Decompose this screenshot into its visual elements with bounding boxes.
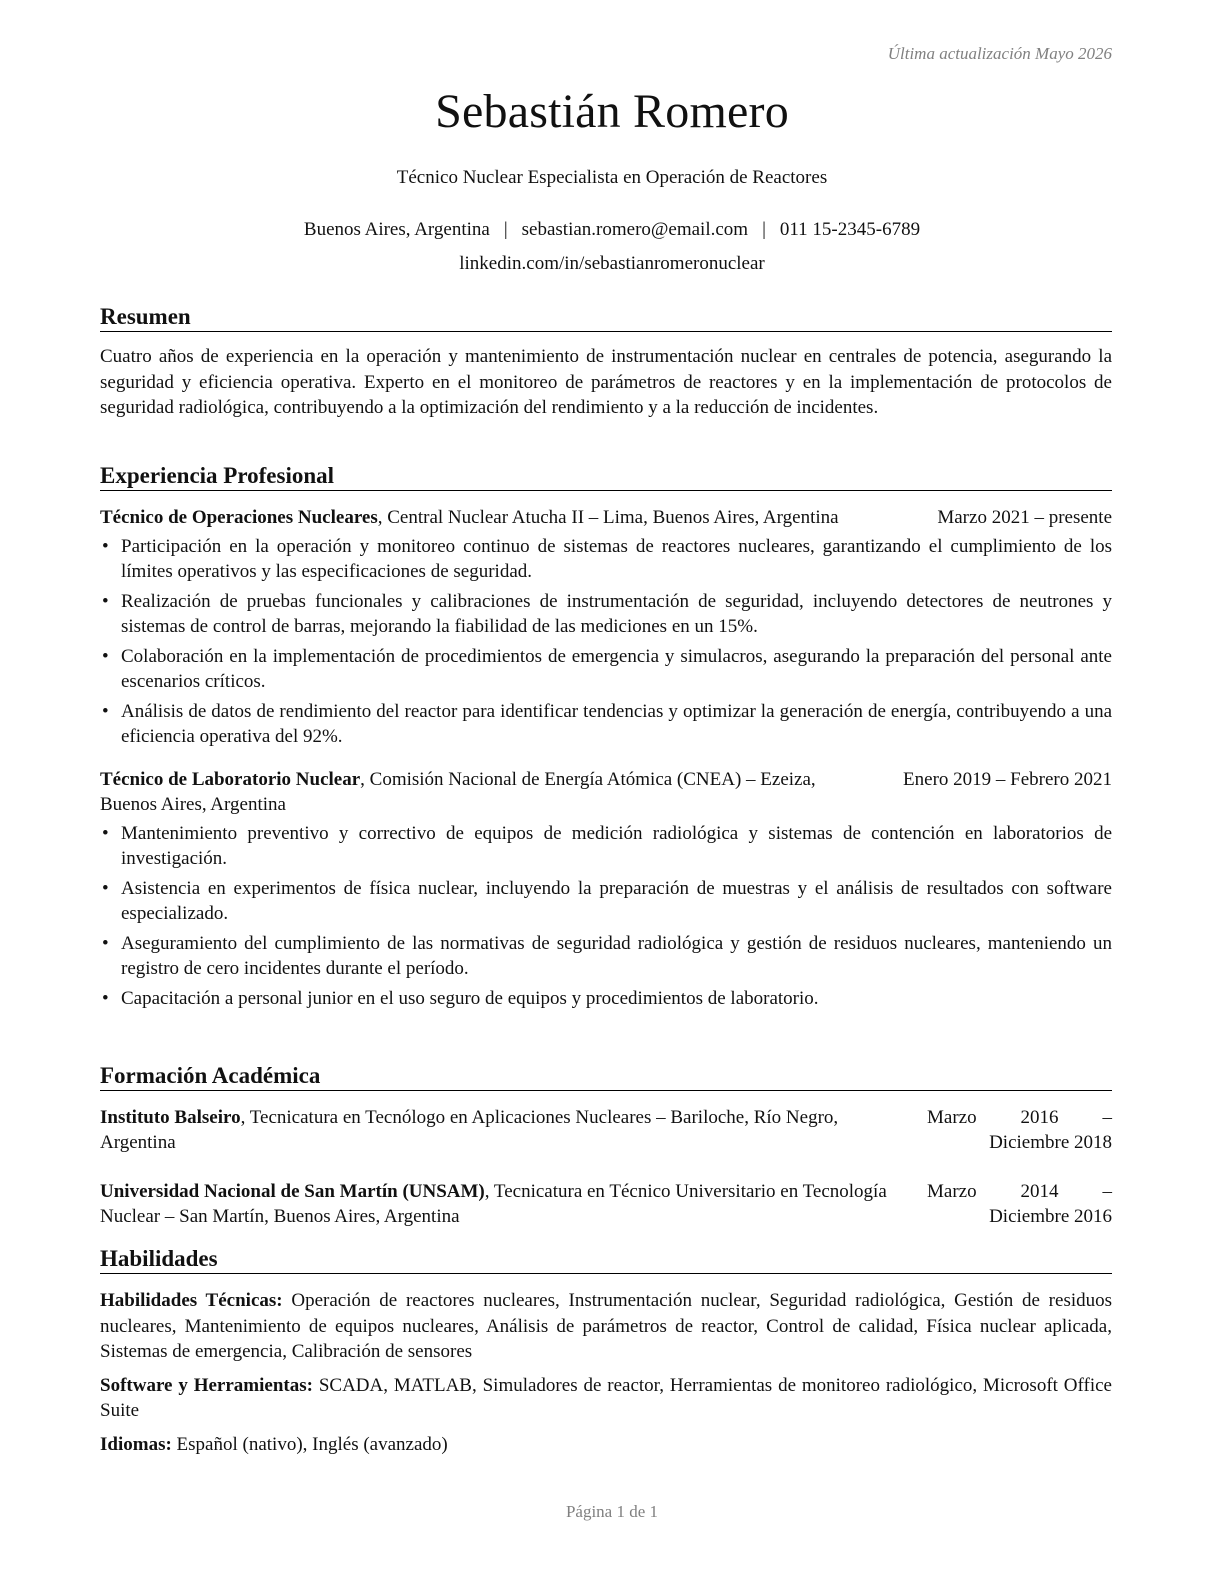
- list-item: • Participación en la operación y monitoreo continuo de sistemas de reactores nucleares, garantizando el cumplimiento de los límites operativos y las especificaciones de seguridad.: [100, 534, 1112, 584]
- job-bullets: [100, 821, 1112, 1011]
- education-dates: Marzo 2016 – Diciembre 2018: [927, 1107, 1112, 1153]
- experience-section: [100, 463, 1112, 1016]
- degree-detail: , Tecnicatura en Técnico Universitario en Tecnología Nuclear – San Martín, Buenos Aires, Argentina: [100, 1181, 887, 1227]
- education-entry: [100, 1105, 1112, 1155]
- job-dates: Enero 2019 – Febrero 2021: [903, 769, 1112, 790]
- candidate-name: Sebastián Romero: [435, 85, 789, 138]
- section-heading: Habilidades: [100, 1246, 1112, 1274]
- contact-line: [0, 219, 1224, 241]
- skill-label: Habilidades Técnicas:: [100, 1290, 283, 1311]
- summary-text: Cuatro años de experiencia en la operación y mantenimiento de instrumentación nuclear en centrales de potencia, asegurando la seguridad y eficiencia operativa. Experto en el monitoreo de parámetros de reactores y en la implementación de protocolos de seguridad radiológica, contribuyendo a la optimización del rendimiento y a la reducción de incidentes.: [100, 346, 1112, 418]
- skills-section: [100, 1246, 1112, 1457]
- degree-detail: , Tecnicatura en Tecnólogo en Aplicaciones Nucleares – Bariloche, Río Negro, Argentina: [100, 1107, 839, 1153]
- job-header: [100, 505, 1112, 530]
- job-dates: Marzo 2021 – presente: [937, 507, 1112, 528]
- job-role: Técnico de Laboratorio Nuclear: [100, 769, 361, 790]
- skill-label: Idiomas:: [100, 1433, 172, 1455]
- separator: |: [503, 219, 508, 240]
- linkedin-link[interactable]: linkedin.com/in/sebastianromeronuclear: [459, 253, 765, 274]
- list-item: • Capacitación a personal junior en el uso seguro de equipos y procedimientos de laboratorio.: [100, 986, 1112, 1011]
- job-entry: [100, 767, 1112, 1011]
- skill-group: [100, 1373, 1112, 1424]
- education-section: [100, 1063, 1112, 1229]
- section-heading: Experiencia Profesional: [100, 463, 1112, 491]
- education-entry: [100, 1179, 1112, 1229]
- list-item: • Realización de pruebas funcionales y calibraciones de instrumentación de seguridad, incluyendo detectores de neutrones y sistemas de control de barras, mejorando la fiabilidad de las mediciones en un 15%.: [100, 589, 1112, 639]
- section-heading: Formación Académica: [100, 1063, 1112, 1091]
- list-item: • Aseguramiento del cumplimiento de las normativas de seguridad radiológica y gestión de residuos nucleares, manteniendo un registro de cero incidentes durante el período.: [100, 931, 1112, 981]
- job-title-line: [100, 505, 937, 530]
- list-item: • Análisis de datos de rendimiento del reactor para identificar tendencias y optimizar la generación de energía, contribuyendo a una eficiencia operativa del 92%.: [100, 699, 1112, 749]
- school-name: Universidad Nacional de San Martín (UNSAM): [100, 1181, 485, 1202]
- candidate-title: Técnico Nuclear Especialista en Operación de Reactores: [396, 167, 828, 188]
- list-item: • Mantenimiento preventivo y correctivo de equipos de medición radiológica y sistemas de contención en laboratorios de investigación.: [100, 821, 1112, 871]
- school-name: Instituto Balseiro: [100, 1107, 241, 1128]
- last-updated: Última actualización Mayo 2026: [887, 44, 1112, 63]
- skill-value: Español (nativo), Inglés (avanzado): [171, 1433, 448, 1455]
- job-header: [100, 767, 1112, 817]
- skill-value: SCADA, MATLAB, Simuladores de reactor, Herramientas de monitoreo radiológico, Microsoft Office Suite: [100, 1374, 1112, 1421]
- page-number: Página 1 de 1: [565, 1502, 659, 1521]
- education-dates: Marzo 2014 – Diciembre 2016: [927, 1181, 1112, 1227]
- skill-label: Software y Herramientas:: [100, 1374, 313, 1396]
- skill-group: [100, 1432, 1112, 1458]
- email-link[interactable]: sebastian.romero@email.com: [521, 219, 749, 240]
- location: Buenos Aires, Argentina: [303, 219, 490, 240]
- summary-section: [100, 304, 1112, 421]
- separator: |: [762, 219, 766, 240]
- section-heading: Resumen: [100, 304, 1112, 332]
- phone: 011 15-2345-6789: [779, 219, 921, 240]
- job-entry: [100, 505, 1112, 749]
- skill-value: Operación de reactores nucleares, Instrumentación nuclear, Seguridad radiológica, Gestión de residuos nucleares, Mantenimiento de equipos nucleares, Análisis de parámetros de reactor, Control de calidad, Física nuclear aplicada, Sistemas de emergencia, Calibración de sensores: [100, 1290, 1113, 1362]
- job-bullets: [100, 534, 1112, 749]
- education-title-line: [100, 1179, 927, 1229]
- job-org: , Comisión Nacional de Energía Atómica (CNEA) – Ezeiza, Buenos Aires, Argentina: [100, 769, 816, 815]
- job-role: Técnico de Operaciones Nucleares: [100, 507, 378, 528]
- job-org: , Central Nuclear Atucha II – Lima, Buenos Aires, Argentina: [377, 507, 839, 528]
- job-title-line: [100, 767, 903, 817]
- list-item: • Colaboración en la implementación de procedimientos de emergencia y simulacros, asegurando la preparación del personal ante escenarios críticos.: [100, 644, 1112, 694]
- skill-group: [100, 1288, 1112, 1365]
- education-title-line: [100, 1105, 927, 1155]
- list-item: • Asistencia en experimentos de física nuclear, incluyendo la preparación de muestras y el análisis de resultados con software especializado.: [100, 876, 1112, 926]
